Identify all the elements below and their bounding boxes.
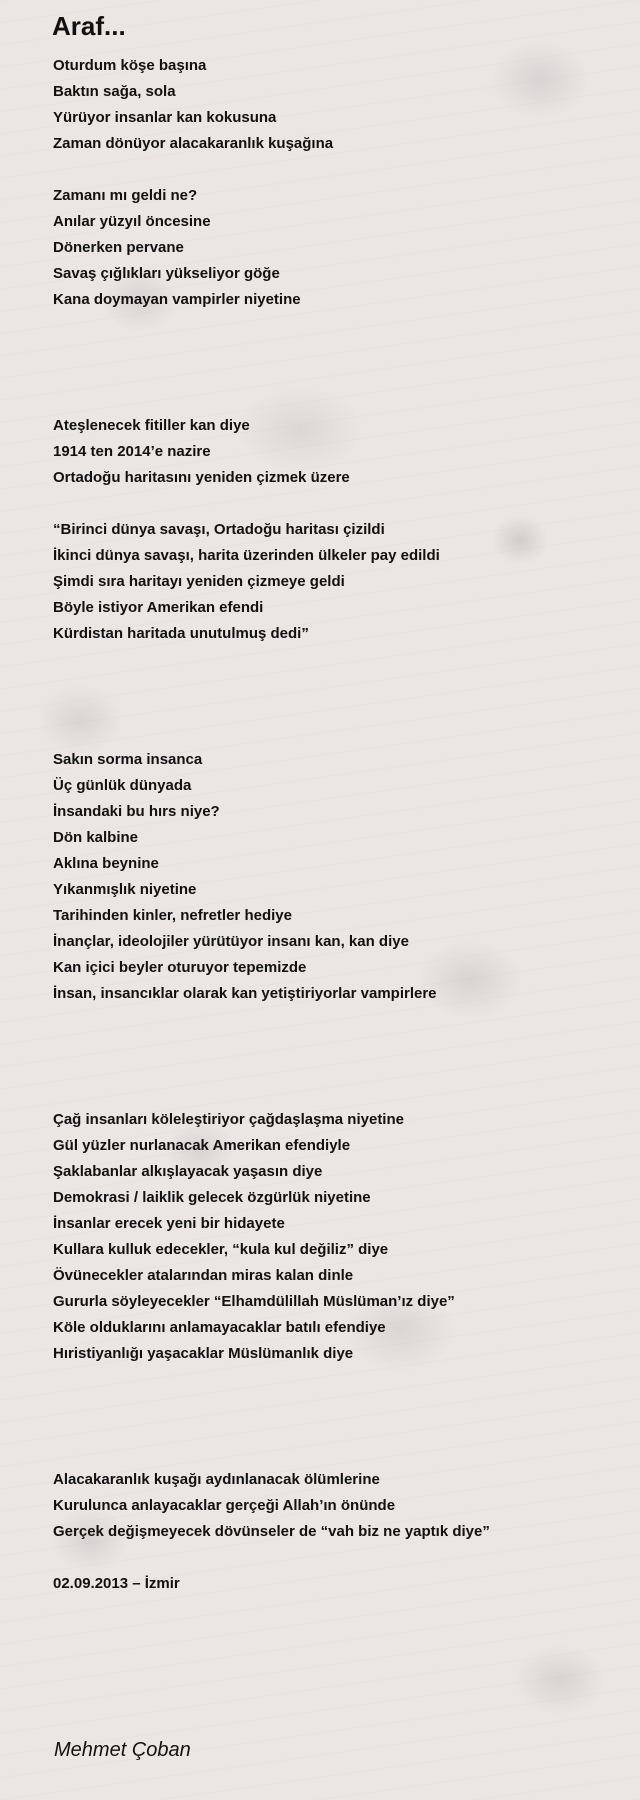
poem-line: Oturdum köşe başına <box>53 57 207 74</box>
poem-line: Baktın sağa, sola <box>53 83 176 100</box>
poem-line: Hıristiyanlığı yaşacaklar Müslümanlık diye <box>53 1345 354 1362</box>
stanza <box>53 747 623 1007</box>
poem-line: Ortadoğu haritasını yeniden çizmek üzere <box>53 469 350 486</box>
section-gap <box>53 1367 623 1467</box>
stanza <box>53 53 623 157</box>
poem-line: Alacakaranlık kuşağı aydınlanacak ölümlerine <box>53 1471 380 1488</box>
poem-line: Övünecekler atalarından miras kalan dinle <box>53 1267 354 1284</box>
poem-line: Gururla söyleyecekler “Elhamdülillah Müslüman’ız diye” <box>53 1293 455 1310</box>
poem-line: İnsanlar erecek yeni bir hidayete <box>53 1215 285 1232</box>
stanza <box>53 1107 623 1367</box>
poem-line: Aklına beynine <box>53 855 159 872</box>
poem-title: Araf... <box>52 11 126 41</box>
poem-line: Anılar yüzyıl öncesine <box>53 213 211 230</box>
poem-line: İkinci dünya savaşı, harita üzerinden ülkeler pay edildi <box>53 547 440 564</box>
poem-line: Ateşlenecek fitiller kan diye <box>53 417 250 434</box>
poem-line: Şimdi sıra haritayı yeniden çizmeye geldi <box>53 573 345 590</box>
poem-line: Dönerken pervane <box>53 239 184 256</box>
poem-line: Köle olduklarını anlamayacaklar batılı efendiye <box>53 1319 386 1336</box>
poem-line: Kurulunca anlayacaklar gerçeği Allah’ın önünde <box>53 1497 396 1514</box>
poem-line: Kürdistan haritada unutulmuş dedi” <box>53 625 309 642</box>
poem-line: Gül yüzler nurlanacak Amerikan efendiyle <box>53 1137 351 1154</box>
poem-body <box>53 53 623 1597</box>
stanza-gap <box>53 491 623 517</box>
section-gap <box>53 313 623 413</box>
poem-line: Savaş çığlıkları yükseliyor göğe <box>53 265 280 282</box>
stanza <box>53 517 623 647</box>
poem-line: Kullara kulluk edecekler, “kula kul değiliz” diye <box>53 1241 389 1258</box>
poem-line: “Birinci dünya savaşı, Ortadoğu haritası çizildi <box>53 521 385 538</box>
poem-line: Şaklabanlar alkışlayacak yaşasın diye <box>53 1163 323 1180</box>
poem-line: Demokrasi / laiklik gelecek özgürlük niyetine <box>53 1189 371 1206</box>
stanza-gap <box>53 157 623 183</box>
poem-line: Zamanı mı geldi ne? <box>53 187 198 204</box>
poem-line: Üç günlük dünyada <box>53 777 192 794</box>
poem-line: Yıkanmışlık niyetine <box>53 881 197 898</box>
section-gap <box>53 647 623 747</box>
date-place <box>53 1571 623 1597</box>
poem-line: Kan içici beyler oturuyor tepemizde <box>53 959 307 976</box>
section-gap <box>53 1007 623 1107</box>
poem-line: Dön kalbine <box>53 829 139 846</box>
stanza <box>53 1467 623 1545</box>
stanza <box>53 183 623 313</box>
poem-line: Tarihinden kinler, nefretler hediye <box>53 907 292 924</box>
poem-line: İnançlar, ideolojiler yürütüyor insanı kan, kan diye <box>53 933 409 950</box>
stanza-gap <box>53 1545 623 1571</box>
poem-line: Çağ insanları köleleştiriyor çağdaşlaşma niyetine <box>53 1111 404 1128</box>
poem-line: İnsandaki bu hırs niye? <box>53 803 220 820</box>
poem-line: Sakın sorma insanca <box>53 751 203 768</box>
stanza <box>53 413 623 491</box>
poem-line: Kana doymayan vampirler niyetine <box>53 291 301 308</box>
poem-line: Böyle istiyor Amerikan efendi <box>53 599 264 616</box>
poem-line: 1914 ten 2014’e nazire <box>53 443 211 460</box>
poem-line: Gerçek değişmeyecek dövünseler de “vah biz ne yaptık diye” <box>53 1523 490 1540</box>
poem-line: Zaman dönüyor alacakaranlık kuşağına <box>53 135 334 152</box>
poem-date: 02.09.2013 – İzmir <box>53 1575 180 1592</box>
author-name[interactable]: Mehmet Çoban <box>54 1739 191 1761</box>
poem-line: İnsan, insancıklar olarak kan yetiştiriyorlar vampirlere <box>53 985 437 1002</box>
poem-line: Yürüyor insanlar kan kokusuna <box>53 109 277 126</box>
